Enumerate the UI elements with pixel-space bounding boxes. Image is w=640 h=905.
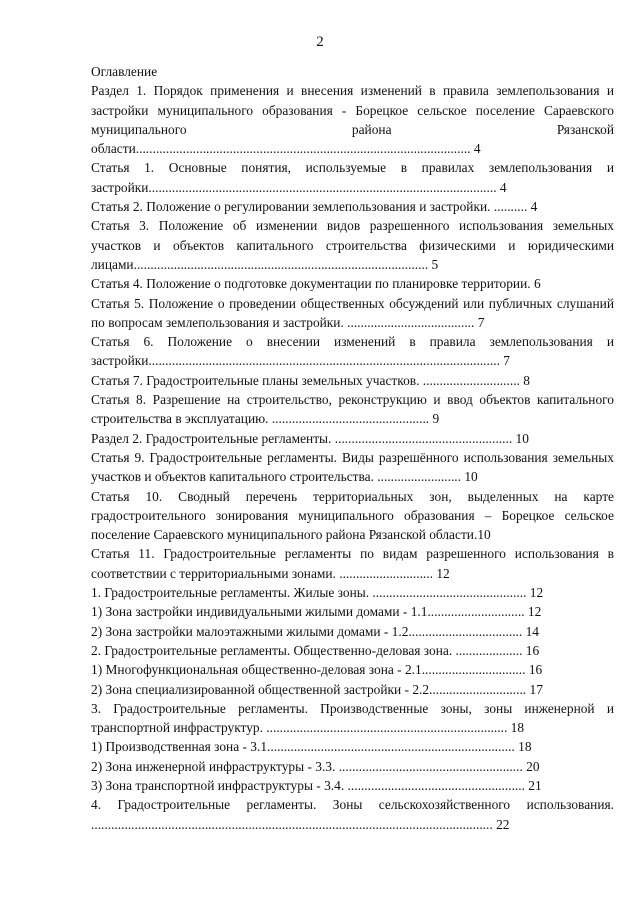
toc-entry-article-4: Статья 4. Положение о подготовке документации по планировке территории. 6 (91, 276, 541, 292)
toc-entry-article-6: Статья 6. Положение о внесении изменений в правила землепользования и застройки......................................................................................................... 7 (91, 334, 614, 369)
toc-entry-agricultural-zones: 4. Градостроительные регламенты. Зоны сельскохозяйственного использования. ........................................................................................................................ 22 (91, 797, 614, 832)
table-of-contents (91, 62, 614, 834)
toc-entry-article-10: Статья 10. Сводный перечень территориальных зон, выделенных на карте градостроительного зонирования муниципального образования – Борецкое сельское поселение Сараевского муниципального района Рязанской области.10 (91, 488, 614, 543)
toc-entry-section-1: Раздел 1. Порядок применения и внесения изменений в правила землепользования и застройки муниципального образования - Борецкое сельское поселение Сараевского муниципального района Рязанской области.................................................................................................... 4 (91, 83, 614, 157)
page-number: 2 (316, 34, 324, 50)
toc-entry-production-zones: 3. Градостроительные регламенты. Производственные зоны, зоны инженерной и транспортной инфраструктур. ........................................................................ 18 (91, 700, 614, 736)
toc-entry-zone-3-1: 1) Производственная зона - 3.1.......................................................................... 18 (91, 739, 532, 755)
toc-entry-zone-3-3: 2) Зона инженерной инфраструктуры - 3.3. ....................................................... 20 (91, 758, 540, 774)
toc-entry-article-9: Статья 9. Градостроительные регламенты. Виды разрешённого использования земельных участков и объектов капитального строительства. ......................... 10 (91, 449, 614, 485)
toc-entry-article-3: Статья 3. Положение об изменении видов разрешенного использования земельных участков и объектов капитального строительства физическими и юридическими лицами........................................................................................ 5 (91, 218, 614, 272)
toc-entry-zone-3-4: 3) Зона транспортной инфраструктуры - 3.4. ..................................................... 21 (91, 777, 542, 793)
toc-entry-article-11: Статья 11. Градостроительные регламенты по видам разрешенного использования в соответствии с территориальными зонами. ............................ 12 (91, 546, 614, 581)
toc-entry-article-8: Статья 8. Разрешение на строительство, реконструкцию и ввод объектов капитального строительства в эксплуатацию. ............................................... 9 (91, 392, 614, 427)
toc-entry-zone-2-1: 1) Многофункциональная общественно-деловая зона - 2.1............................... 16 (91, 662, 543, 678)
toc-entry-business-zone: 2. Градостроительные регламенты. Общественно-деловая зона. .................... 16 (91, 642, 540, 658)
toc-entry-section-2: Раздел 2. Градостроительные регламенты. ..................................................... 10 (91, 430, 529, 446)
toc-entry-residential-zones: 1. Градостроительные регламенты. Жилые зоны. .............................................. 12 (91, 585, 544, 601)
toc-entry-article-1: Статья 1. Основные понятия, используемые в правилах землепользования и застройки........................................................................................................ 4 (91, 160, 614, 195)
toc-title: Оглавление (91, 64, 158, 79)
toc-entry-zone-1-2: 2) Зона застройки малоэтажными жилыми домами - 1.2.................................. 14 (91, 623, 539, 639)
toc-entry-zone-1-1: 1) Зона застройки индивидуальными жилыми домами - 1.1............................. 12 (91, 604, 542, 620)
toc-entry-article-7: Статья 7. Градостроительные планы земельных участков. ............................. 8 (91, 372, 530, 388)
toc-entry-article-2: Статья 2. Положение о регулировании землепользования и застройки. .......... 4 (91, 199, 538, 215)
toc-entry-article-5: Статья 5. Положение о проведении общественных обсуждений или публичных слушаний по вопросам землепользования и застройки. ...................................... 7 (91, 295, 614, 330)
toc-entry-zone-2-2: 2) Зона специализированной общественной застройки - 2.2............................. 17 (91, 681, 543, 697)
